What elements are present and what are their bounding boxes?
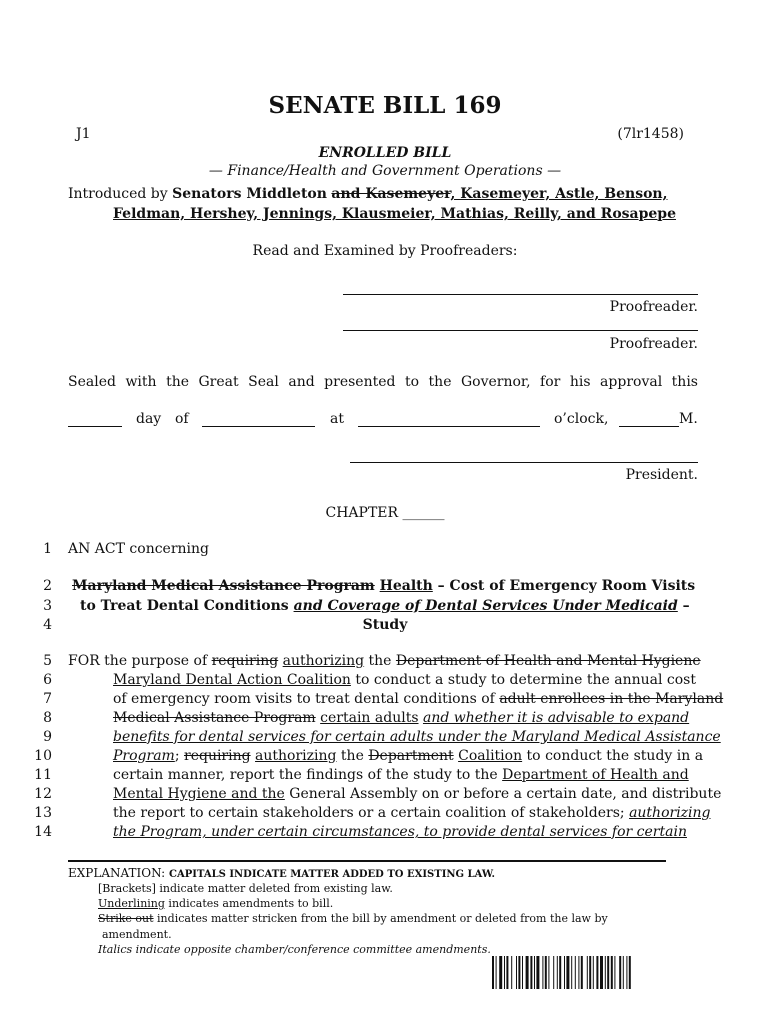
added-sponsors-cont: Feldman, Hershey, Jennings, Klausmeier, Mathias, Reilly, and Rosapepe xyxy=(113,206,677,222)
word: his xyxy=(569,374,591,390)
act-title-line-2 xyxy=(80,598,690,614)
of-label: of xyxy=(175,411,189,427)
word: to xyxy=(404,374,420,390)
added-sponsors: , Kasemeyer, Astle, Benson, xyxy=(450,186,668,202)
added-text: Mental Hygiene and the xyxy=(113,786,285,802)
sealed-line xyxy=(68,374,698,390)
introduced-by xyxy=(68,186,698,202)
explanation-label: EXPLANATION: xyxy=(68,866,170,880)
word: Great xyxy=(198,374,239,390)
italics-note: Italics indicate opposite chamber/conference committee amendments. xyxy=(98,943,491,956)
word: Sealed xyxy=(68,374,116,390)
chapter-line: CHAPTER ______ xyxy=(325,505,445,521)
added-text: Coalition xyxy=(458,748,523,764)
underlining-note xyxy=(98,897,333,910)
purpose-line-5 xyxy=(68,653,701,669)
added-text: certain adults xyxy=(320,710,419,726)
proofreader-label-1: Proofreader. xyxy=(609,299,698,315)
struck-text: Maryland Medical Assistance Program xyxy=(72,578,375,594)
purpose-line-6 xyxy=(113,672,696,688)
text: General Assembly on or before a certain date, and distribute xyxy=(284,786,722,802)
line-number: 11 xyxy=(34,767,52,783)
line-number: 10 xyxy=(34,748,52,764)
line-number: 14 xyxy=(34,824,52,840)
committee-line: — Finance/Health and Government Operations — xyxy=(208,163,562,179)
purpose-line-14: the Program, under certain circumstances, to provide dental services for certain xyxy=(113,824,687,840)
line-number: 1 xyxy=(43,541,52,557)
text: indicates amendments to bill. xyxy=(164,897,334,910)
bill-title: SENATE BILL 169 xyxy=(268,92,502,119)
word: the xyxy=(166,374,189,390)
caps-note: CAPITALS INDICATE MATTER ADDED TO EXISTING LAW. xyxy=(169,869,495,880)
brackets-note: [Brackets] indicate matter deleted from existing law. xyxy=(98,882,393,895)
word: with xyxy=(125,374,157,390)
struck-text: requiring xyxy=(184,748,251,764)
line-number: 12 xyxy=(34,786,52,802)
day-label: day xyxy=(136,411,162,427)
act-title-line-1 xyxy=(72,578,695,594)
word: for xyxy=(540,374,561,390)
line-number: 9 xyxy=(43,729,52,745)
text: ; xyxy=(174,748,184,764)
text: indicates matter stricken from the bill by amendment or deleted from the law by xyxy=(153,912,608,925)
proofreader-signature-line-1 xyxy=(343,294,698,295)
word: Governor, xyxy=(460,374,531,390)
text: certain manner, report the findings of the study to the xyxy=(113,767,503,783)
day-blank xyxy=(68,426,122,427)
text: the report to certain stakeholders or a certain coalition of stakeholders; xyxy=(113,805,630,821)
purpose-line-10 xyxy=(113,748,703,764)
purpose-line-11 xyxy=(113,767,689,783)
act-title-line-3: Study xyxy=(362,617,408,633)
explanation-caps xyxy=(68,866,495,880)
line-number: 3 xyxy=(43,598,52,614)
text: of emergency room visits to treat dental conditions of xyxy=(113,691,500,707)
strike-word: Strike out xyxy=(98,912,154,925)
enrolled-bill-label: ENROLLED BILL xyxy=(318,145,452,161)
sponsor-names: Senators Middleton xyxy=(172,186,327,202)
line-number: 8 xyxy=(43,710,52,726)
text: – xyxy=(677,598,690,614)
added-italic-text: Program xyxy=(113,748,175,764)
struck-text: adult enrollees in the Maryland xyxy=(499,691,724,707)
text: to conduct a study to determine the annual cost xyxy=(350,672,696,688)
strikeout-note-cont: amendment. xyxy=(102,928,172,941)
purpose-line-9: benefits for dental services for certain adults under the Maryland Medical Assistance xyxy=(113,729,721,745)
line-number: 6 xyxy=(43,672,52,688)
word: the xyxy=(428,374,452,390)
m-label: M. xyxy=(679,411,698,427)
text: to conduct the study in a xyxy=(522,748,704,764)
word: this xyxy=(671,374,698,390)
at-label: at xyxy=(330,411,344,427)
added-text: authorizing xyxy=(255,748,337,764)
subject-code: J1 xyxy=(76,126,91,142)
struck-text: Department of Health and Mental Hygiene xyxy=(395,653,701,669)
struck-sponsor: and Kasemeyer xyxy=(331,186,451,202)
added-italic-text: and whether it is advisable to expand xyxy=(422,710,690,726)
text: the xyxy=(364,653,396,669)
president-label: President. xyxy=(625,467,698,483)
word: approval xyxy=(600,374,663,390)
oclock-label: o’clock, xyxy=(554,411,609,427)
explanation-divider xyxy=(68,860,666,862)
proofreader-signature-line-2 xyxy=(343,330,698,331)
word: Seal xyxy=(248,374,279,390)
line-number: 4 xyxy=(43,617,52,633)
act-concerning: AN ACT concerning xyxy=(68,541,209,557)
read-examined: Read and Examined by Proofreaders: xyxy=(252,243,518,259)
word: presented xyxy=(324,374,396,390)
strikeout-note xyxy=(98,912,608,925)
text: – Cost of Emergency Room Visits xyxy=(432,578,696,594)
time-blank xyxy=(358,426,540,427)
lr-number: (7lr1458) xyxy=(617,126,684,142)
added-text: Department of Health and xyxy=(502,767,689,783)
line-number: 7 xyxy=(43,691,52,707)
added-text: Health xyxy=(379,578,433,594)
purpose-line-8 xyxy=(113,710,689,726)
purpose-line-7 xyxy=(113,691,723,707)
purpose-line-12 xyxy=(113,786,721,802)
word: and xyxy=(288,374,315,390)
line-number: 13 xyxy=(34,805,52,821)
introduced-label: Introduced by xyxy=(68,186,168,202)
proofreader-label-2: Proofreader. xyxy=(609,336,698,352)
month-blank xyxy=(202,426,315,427)
purpose-line-13 xyxy=(113,805,711,821)
am-pm-blank xyxy=(619,426,679,427)
underline-word: Underlining xyxy=(98,897,165,910)
president-signature-line xyxy=(350,462,698,463)
text: the xyxy=(336,748,369,764)
line-number: 2 xyxy=(43,578,52,594)
line-number: 5 xyxy=(43,653,52,669)
struck-text: requiring xyxy=(211,653,279,669)
added-italic-text: and Coverage of Dental Services Under Medicaid xyxy=(293,598,678,614)
added-italic-text: authorizing xyxy=(629,805,711,821)
added-text: Maryland Dental Action Coalition xyxy=(113,672,351,688)
text: FOR the purpose of xyxy=(68,653,212,669)
struck-text: Medical Assistance Program xyxy=(113,710,316,726)
barcode-icon xyxy=(492,956,680,989)
struck-text: Department xyxy=(368,748,454,764)
text: to Treat Dental Conditions xyxy=(80,598,294,614)
added-text: authorizing xyxy=(282,653,365,669)
